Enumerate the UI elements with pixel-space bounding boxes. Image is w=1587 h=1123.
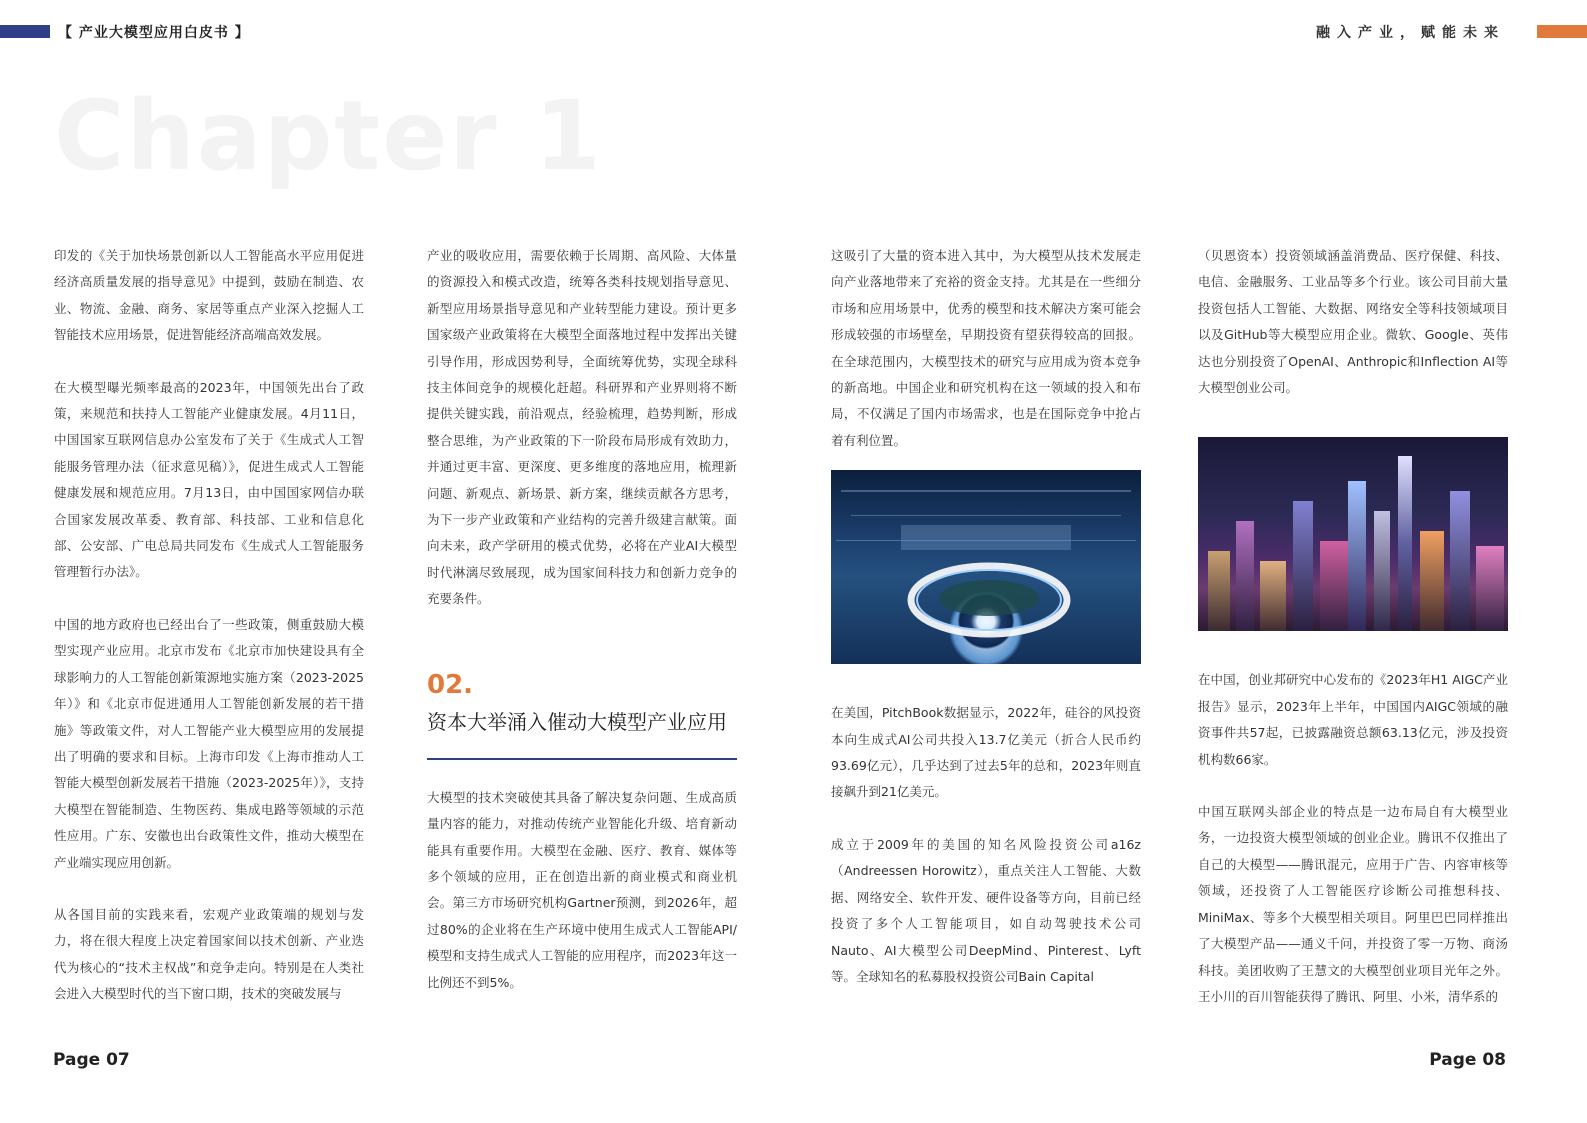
- paragraph: 中国互联网头部企业的特点是一边布局自有大模型业务，一边投资大模型领域的创业企业。腾讯不仅推出了自己的大模型——腾讯混元，应用于广告、内容审核等领域，还投资了人工智能医疗诊断公司推想科技、MiniMax、等多个大模型相关项目。阿里巴巴同样推出了大模型产品——通义千问，并投资了零一万物、商汤科技。美团收购了王慧文的大模型创业项目光年之外。王小川的百川智能获得了腾讯、阿里、小米，清华系的: [1198, 804, 1508, 1004]
- section-number: 02.: [427, 669, 474, 700]
- paragraph: 中国的地方政府也已经出台了一些政策，侧重鼓励大模型实现产业应用。北京市发布《北京市加快建设具有全球影响力的人工智能创新策源地实施方案（2023-2025年）》和《北京市促进通用人工智能创新发展的若干措施》等政策文件，对人工智能产业大模型应用的发展提出了明确的要求和目标。上海市印发《上海市推动人工智能大模型创新发展若干措施（2023-2025年）》，支持大模型在智能制造、生物医药、集成电路等领域的示范性应用。广东、安徽也出台政策性文件，推动大模型在产业端实现应用创新。: [54, 616, 364, 870]
- paragraph: （贝恩资本）投资领域涵盖消费品、医疗保健、科技、电信、金融服务、工业品等多个行业。该公司目前大量投资包括人工智能、大数据、网络安全等科技领域项目以及GitHub等大模型应用企业。微软、Google、英伟达也分别投资了OpenAI、Anthropic和Inflection AI等大模型创业公司。: [1198, 248, 1508, 396]
- paragraph: 产业的吸收应用，需要依赖于长周期、高风险、大体量的资源投入和模式改造，统筹各类科技规划指导意见、新型应用场景指导意见和产业转型能力建设。预计更多国家级产业政策将在大模型全面落地过程中发挥出关键引导作用，形成因势利导，全面统筹优势，实现全球科技主体间竞争的规模化赶超。科研界和产业界则将不断提供关键实践，前沿观点，经验梳理，趋势判断，形成整合思维，为产业政策的下一阶段布局形成有效助力，并通过更丰富、更深度、更多维度的落地应用，梳理新问题、新观点、新场景、新方案，继续贡献各方思考，为下一步产业政策和产业结构的完善升级建言献策。面向未来，政产学研用的模式优势，必将在产业AI大模型时代淋漓尽致展现，成为国家间科技力和创新力竞争的充要条件。: [427, 248, 737, 607]
- page-number-right: Page 08: [1429, 1050, 1506, 1070]
- text-column-3: [831, 243, 1141, 1016]
- section-title: 资本大举涌入催动大模型产业应用: [427, 709, 727, 734]
- header-accent-bar-left: [0, 25, 50, 38]
- paragraph: 成立于2009年的美国的知名风险投资公司a16z（Andreessen Horowitz），重点关注人工智能、大数据、网络安全、软件开发、硬件设备等方向，目前已经投资了多个人工智能项目，如自动驾驶技术公司Nauto、AI大模型公司DeepMind、Pinterest、Lyft等。全球知名的私募股权投资公司Bain Capital: [831, 836, 1141, 984]
- paragraph: 这吸引了大量的资本进入其中，为大模型从技术发展走向产业落地带来了充裕的资金支持。尤其是在一些细分市场和应用场景中，优秀的模型和技术解决方案可能会形成较强的市场壁垒，早期投资有望获得较高的回报。在全球范围内，大模型技术的研究与应用成为资本竞争的新高地。中国企业和研究机构在这一领域的投入和布局，不仅满足了国内市场需求，也是在国际竞争中抢占着有利位置。: [831, 248, 1141, 448]
- header-accent-bar-right: [1537, 25, 1587, 38]
- page-number-left: Page 07: [53, 1050, 130, 1070]
- campus-aerial-photo: [831, 470, 1141, 664]
- paragraph: 在中国，创业邦研究中心发布的《2023年H1 AIGC产业报告》显示，2023年上半年，中国国内AIGC领域的融资事件共57起，已披露融资总额63.13亿元，涉及投资机构数66家。: [1198, 672, 1508, 767]
- whitepaper-title: 【 产业大模型应用白皮书 】: [58, 25, 250, 41]
- text-column-1: [54, 243, 364, 1034]
- section-divider: [427, 758, 737, 760]
- text-column-2: [427, 243, 737, 1022]
- header-slogan: 融入产业，赋能未来: [1316, 25, 1505, 41]
- paragraph: 大模型的技术突破使其具备了解决复杂问题、生成高质量内容的能力，对推动传统产业智能化升级、培育新动能具有重要作用。大模型在金融、医疗、教育、媒体等多个领域的应用，正在创造出新的商业模式和商业机会。第三方市场研究机构Gartner预测，到2026年，超过80%的企业将在生产环境中使用生成式人工智能API/模型和支持生成式人工智能的应用程序，而2023年这一比例还不到5%。: [427, 789, 738, 990]
- paragraph: 从各国目前的实践来看，宏观产业政策端的规划与发力，将在很大程度上决定着国家间以技术创新、产业迭代为核心的“技术主权战”和竞争走向。特别是在人类社会进入大模型时代的当下窗口期，技术的突破发展与: [54, 906, 364, 1002]
- city-skyline-photo: [1198, 437, 1508, 631]
- paragraph: 印发的《关于加快场景创新以人工智能高水平应用促进经济高质量发展的指导意见》中提到，鼓励在制造、农业、物流、金融、商务、家居等重点产业深入挖掘人工智能技术应用场景，促进智能经济高端高效发展。: [54, 248, 364, 343]
- text-column-4: [1198, 243, 1508, 1036]
- paragraph: 在美国，PitchBook数据显示，2022年，硅谷的风投资本向生成式AI公司共投入13.7亿美元（折合人民币约93.69亿元），几乎达到了过去5年的总和，2023年则直接飙升到21亿美元。: [831, 705, 1141, 800]
- chapter-watermark: Chapter 1: [54, 80, 603, 192]
- paragraph: 在大模型曝光频率最高的2023年，中国领先出台了政策，来规范和扶持人工智能产业健康发展。4月11日，中国国家互联网信息办公室发布了关于《生成式人工智能服务管理办法（征求意见稿）》，促进生成式人工智能健康发展和规范应用。7月13日，由中国国家网信办联合国家发展改革委、教育部、科技部、工业和信息化部、公安部、广电总局共同发布《生成式人工智能服务管理暂行办法》。: [54, 379, 364, 580]
